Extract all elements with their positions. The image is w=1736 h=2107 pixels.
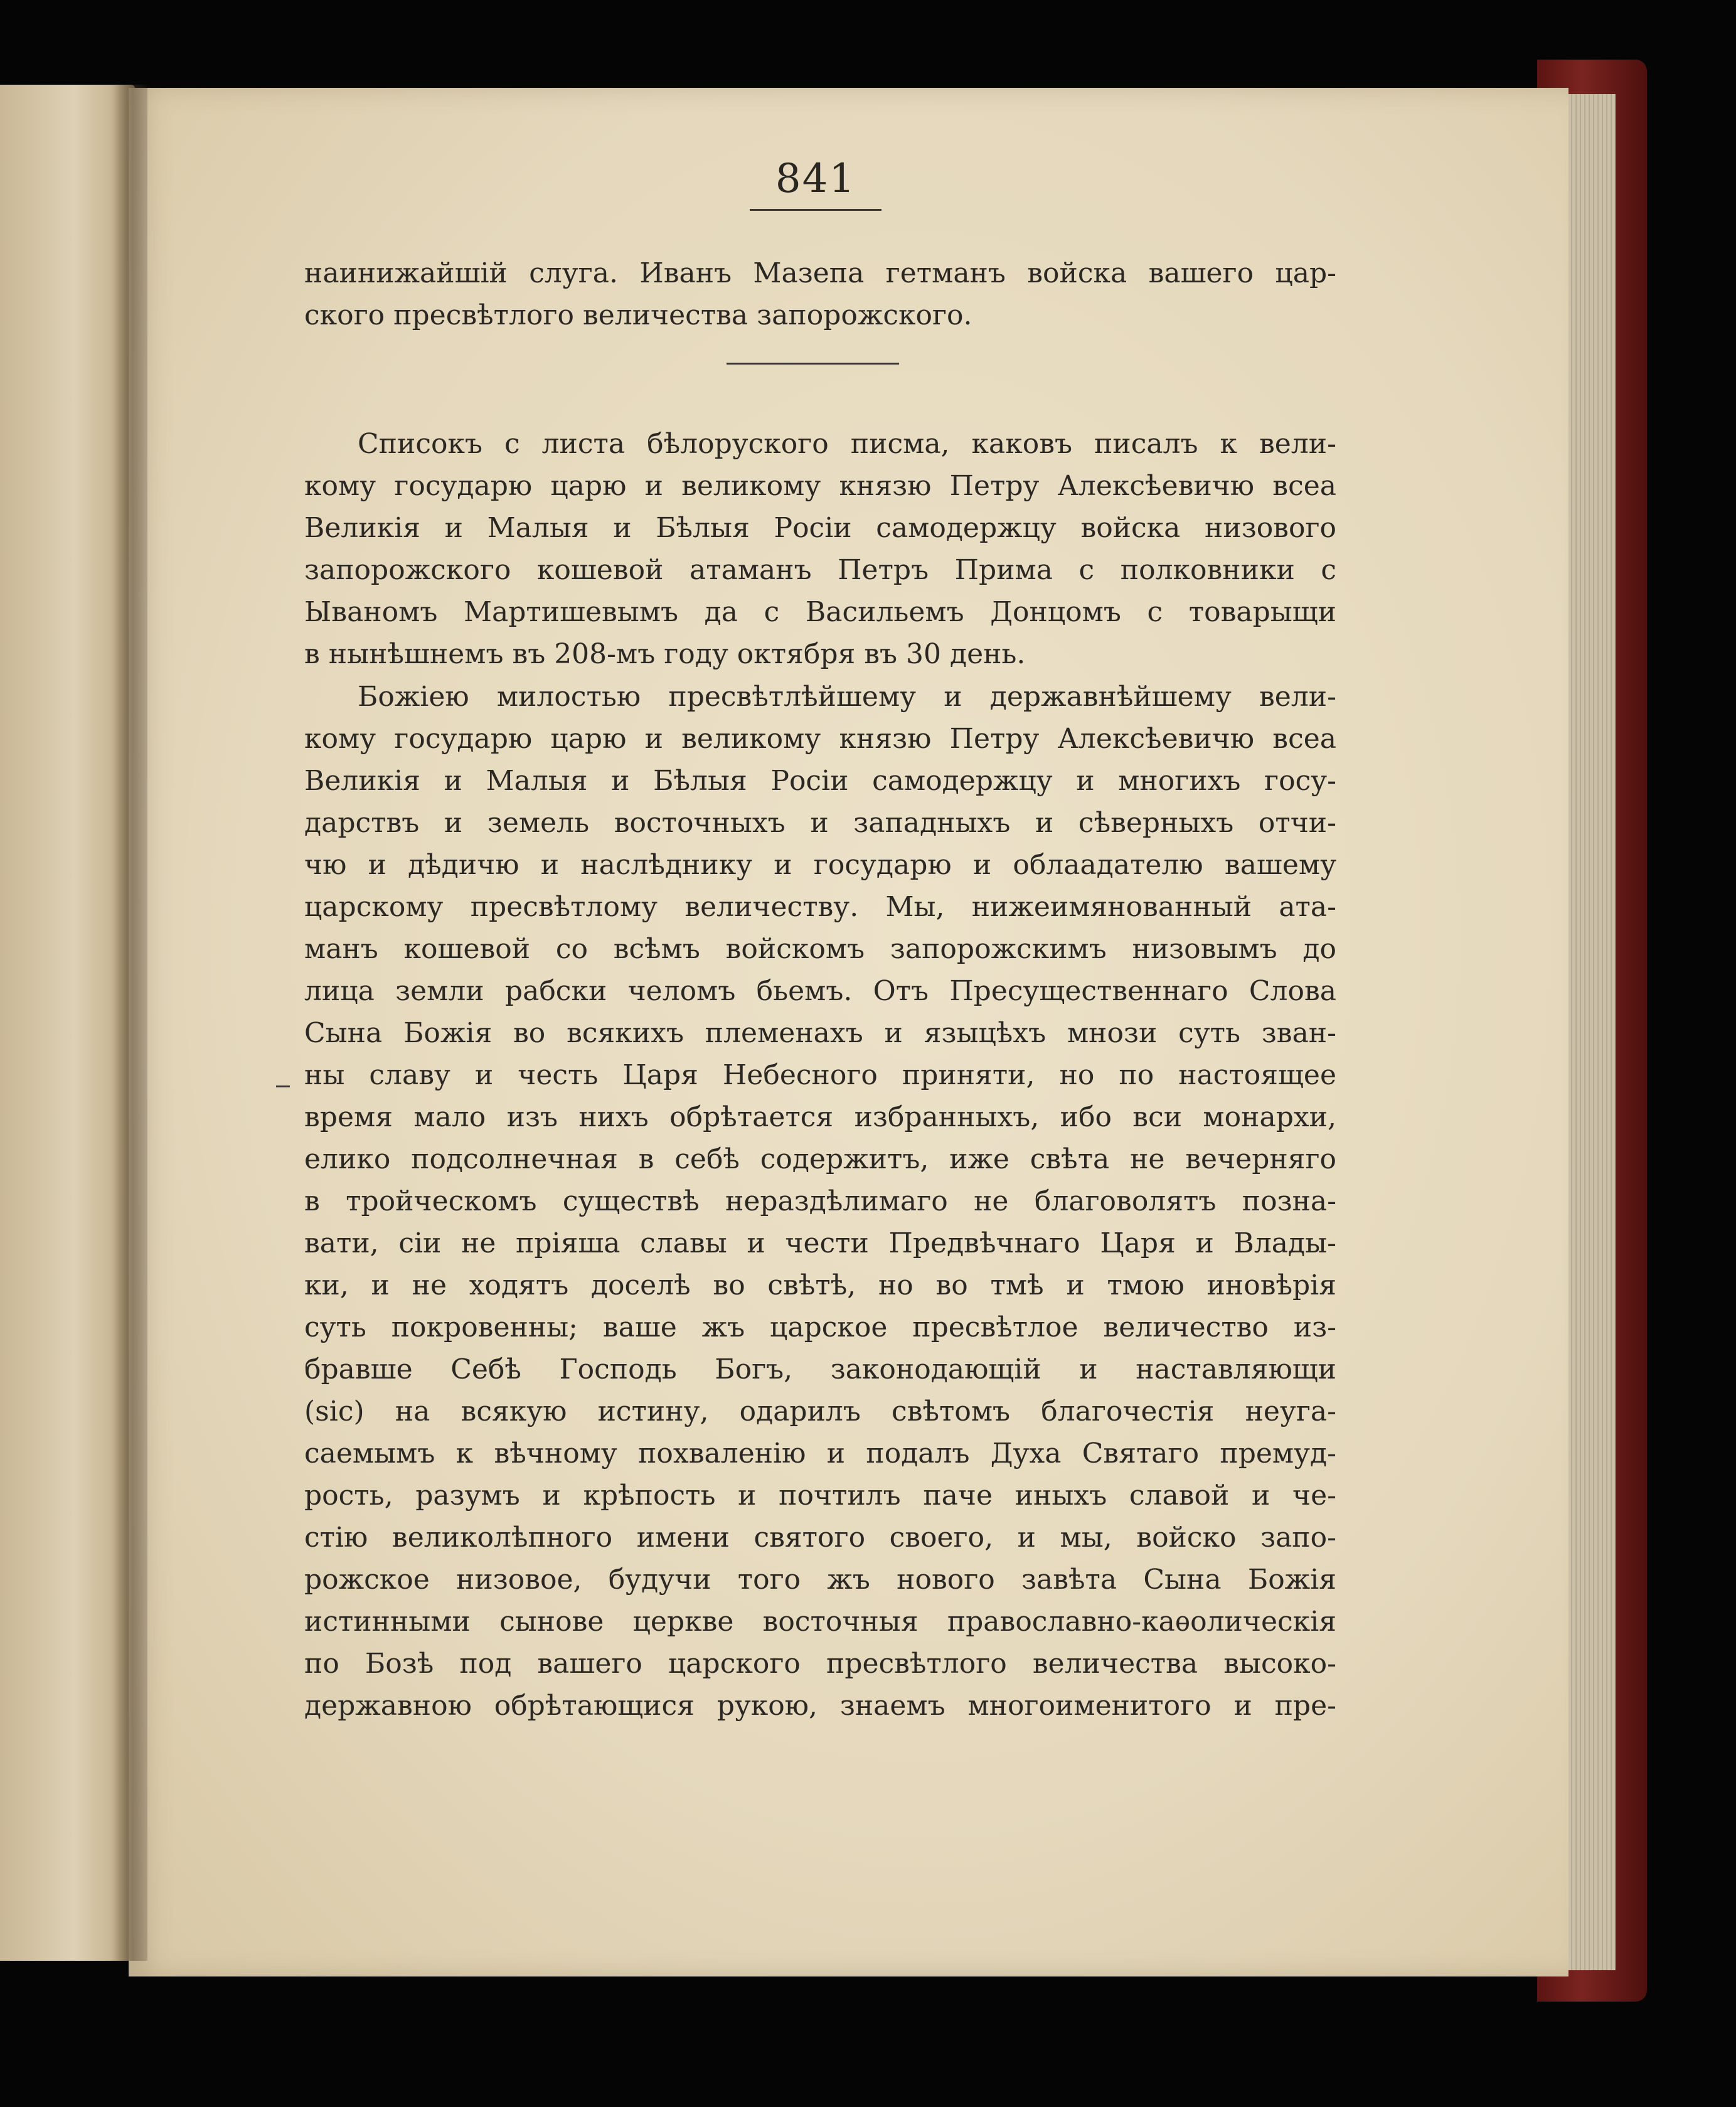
text-line: стію великолѣпного имени святого своего, и мы, войско запо-	[304, 1522, 1336, 1554]
text-line: Великія и Малыя и Бѣлыя Росіи самодержцу войска низового	[304, 512, 1336, 544]
text-line: ского пресвѣтлого величества запорожского.	[304, 299, 972, 331]
text-line: рожское низовое, будучи того жъ нового завѣта Сына Божія	[304, 1564, 1336, 1596]
text-line: Ываномъ Мартишевымъ да с Васильемъ Донцомъ с товарыщи	[304, 596, 1336, 628]
text-line: кому государю царю и великому князю Петру Алексѣевичю всеа	[304, 723, 1336, 755]
text-line: Божіею милостью пресвѣтлѣйшему и державнѣйшему вели-	[358, 681, 1336, 713]
text-line: истинными сынове церкве восточныя православно-каѳолическія	[304, 1606, 1336, 1638]
text-line: бравше Себѣ Господь Богъ, законодающій и наставляющи	[304, 1353, 1336, 1385]
text-line: державною обрѣтающися рукою, знаемъ многоименитого и пре-	[304, 1690, 1336, 1722]
text-line: рость, разумъ и крѣпость и почтилъ паче иныхъ славой и че-	[304, 1480, 1336, 1512]
text-line: манъ кошевой со всѣмъ войскомъ запорожскимъ низовымъ до	[304, 933, 1336, 965]
text-line: ки, и не ходятъ доселѣ во свѣтѣ, но во тмѣ и тмою иновѣрія	[304, 1269, 1336, 1301]
text-line: царскому пресвѣтлому величеству. Мы, нижеимянованный ата-	[304, 891, 1336, 923]
text-line: наинижайшій слуга. Иванъ Мазепа гетманъ войска вашего цар-	[304, 257, 1336, 289]
text-line: в нынѣшнемъ въ 208-мъ году октября въ 30 день.	[304, 638, 1026, 670]
text-line: запорожского кошевой атаманъ Петръ Прима с полковники с	[304, 554, 1336, 586]
page-edges	[1562, 94, 1616, 1970]
text-line: ны славу и честь Царя Небесного приняти, но по настоящее	[304, 1059, 1336, 1091]
text-line: кому государю царю и великому князю Петру Алексѣевичю всеа	[304, 470, 1336, 502]
text-line: (sic) на всякую истину, одарилъ свѣтомъ благочестія неуга-	[304, 1395, 1336, 1427]
text-line: чю и дѣдичю и наслѣднику и государю и облаадателю вашему	[304, 849, 1336, 881]
text-line: Списокъ с листа бѣлорускoго писма, каковъ писалъ к вели-	[358, 428, 1336, 460]
text-line: Великія и Малыя и Бѣлыя Росіи самодержцу и многихъ госу-	[304, 765, 1336, 797]
text-line: дарствъ и земель восточныхъ и западныхъ и сѣверныхъ отчи-	[304, 807, 1336, 839]
text-line: Сына Божія во всякихъ племенахъ и языцѣхъ мнози суть зван-	[304, 1017, 1336, 1049]
text-line: время мало изъ нихъ обрѣтается избранныхъ, ибо вси монархи,	[304, 1101, 1336, 1133]
text-line: вати, сіи не пріяша славы и чести Предвѣчнаго Царя и Влады-	[304, 1227, 1336, 1259]
text-line: лица земли рабски челомъ бьемъ. Отъ Пресущественнаго Слова	[304, 975, 1336, 1007]
spine-shadow	[110, 85, 147, 1961]
text-line: в тройческомъ существѣ нераздѣлимаго не благоволятъ позна-	[304, 1185, 1336, 1217]
text-line: по Бозѣ под вашего царского пресвѣтлого величества высоко-	[304, 1648, 1336, 1680]
text-line: саемымъ к вѣчному похваленію и подалъ Духа Святаго премуд-	[304, 1438, 1336, 1470]
page-number-rule	[750, 209, 881, 211]
section-divider	[727, 363, 899, 365]
margin-mark	[276, 1086, 290, 1087]
text-line: суть покровенны; ваше жъ царское пресвѣтлое величество из-	[304, 1311, 1336, 1343]
page-number: 841	[775, 156, 856, 202]
text-line: елико подсолнечная в себѣ содержитъ, иже свѣта не вечерняго	[304, 1143, 1336, 1175]
